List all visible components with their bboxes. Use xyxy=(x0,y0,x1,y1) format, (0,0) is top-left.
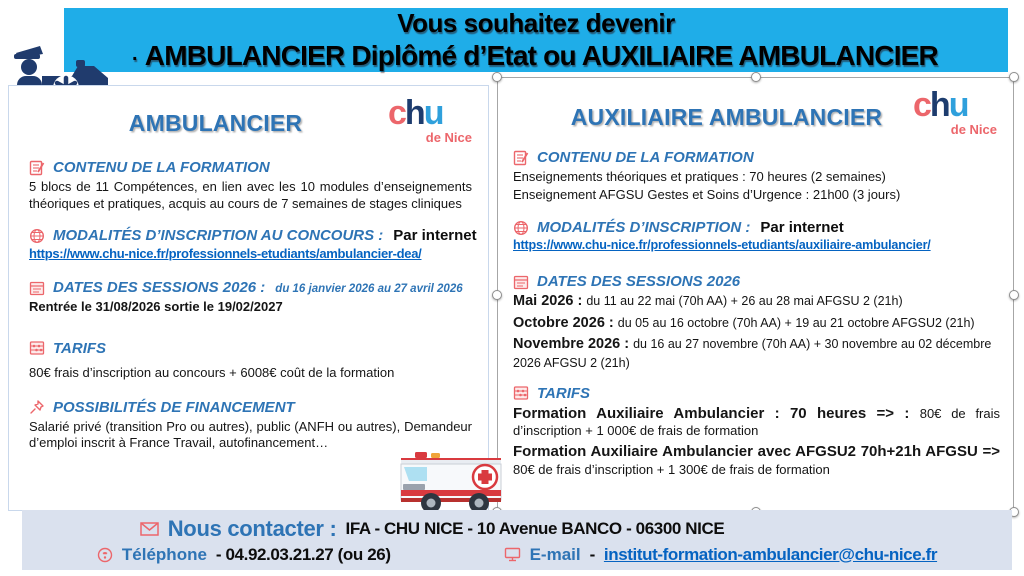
selection-handle-middle-left[interactable] xyxy=(492,290,502,300)
ambulance-clipart xyxy=(393,450,509,514)
envelope-icon xyxy=(140,522,159,536)
panel-ambulancier xyxy=(8,85,489,511)
right-dates-heading: DATES DES SESSIONS 2026 xyxy=(513,273,1000,290)
header-title-line1: Vous souhaitez devenir xyxy=(397,8,675,38)
selection-handle-top-middle[interactable] xyxy=(751,72,761,82)
right-content-line2: Enseignement AFGSU Gestes et Soins d’Urgence : 21h00 (3 jours) xyxy=(513,186,901,202)
selection-handle-top-right[interactable] xyxy=(1009,72,1019,82)
computer-icon xyxy=(504,547,521,562)
tarif-formation-70h: Formation Auxiliaire Ambulancier : 70 heures => : 80€ de frais d’inscription + 1 000€ de frais de formation xyxy=(513,404,1000,439)
left-panel-title: AMBULANCIER xyxy=(128,110,303,136)
footer-contact-label: Nous contacter : xyxy=(167,515,337,541)
footer-line2 xyxy=(22,545,1012,565)
header-title-line2 xyxy=(134,38,938,72)
left-dates-body: Rentrée le 31/08/2026 sortie le 19/02/2027 xyxy=(29,299,283,315)
pushpin-icon xyxy=(29,399,45,415)
left-tarifs-body: 80€ frais d’inscription au concours + 6008€ coût de la formation xyxy=(29,364,395,380)
chu-de-nice-logo: chu de Nice xyxy=(913,86,997,137)
footer-phone-label: Téléphone xyxy=(121,544,207,564)
abacus-icon xyxy=(29,340,45,356)
right-content-heading: CONTENU DE LA FORMATION xyxy=(513,149,1000,166)
note-icon xyxy=(29,160,45,176)
left-dates-heading: DATES DES SESSIONS 2026 : du 16 janvier 2026 au 27 avril 2026 xyxy=(29,279,472,296)
selection-handle-middle-right[interactable] xyxy=(1009,290,1019,300)
left-content-heading: CONTENU DE LA FORMATION xyxy=(29,159,472,176)
right-tarifs-heading: TARIFS xyxy=(513,385,1000,402)
phone-icon xyxy=(97,547,113,563)
date-session-octobre: Octobre 2026 : du 05 au 16 octobre (70h AA) + 19 au 21 octobre AFGSU2 (21h) xyxy=(513,314,975,331)
footer-email-link[interactable]: institut-formation-ambulancier@chu-nice.fr xyxy=(603,544,938,564)
footer-email-label: E-mail xyxy=(529,544,581,564)
left-inscription-link[interactable]: https://www.chu-nice.fr/professionnels-etudiants/ambulancier-dea/ xyxy=(29,246,422,262)
right-inscription-heading: MODALITÉS D’INSCRIPTION : Par internet xyxy=(513,219,1000,236)
footer-contact-bar xyxy=(22,510,1012,570)
left-financement-body: Salarié privé (transition Pro ou autres), public (ANFH ou autres), Demandeur d’emploi inscrit à France Travail, autofinancement… xyxy=(29,418,472,451)
tarif-formation-afgsu: Formation Auxiliaire Ambulancier avec AFGSU2 70h+21h AFGSU => 80€ de frais d’inscription + 1 300€ de frais de formation xyxy=(513,443,1000,477)
right-panel-title: AUXILIAIRE AMBULANCIER xyxy=(570,104,883,130)
chu-logo-subtitle: de Nice xyxy=(425,130,472,145)
chu-logo-subtitle: de Nice xyxy=(950,122,997,137)
right-inscription-link[interactable]: https://www.chu-nice.fr/professionnels-etudiants/auxiliaire-ambulancier/ xyxy=(513,238,931,253)
left-financement-heading: POSSIBILITÉS DE FINANCEMENT xyxy=(29,399,472,416)
header-title-line2-text: AMBULANCIER Diplômé d’Etat ou AUXILIAIRE AMBULANCIER xyxy=(144,40,938,71)
calendar-icon xyxy=(29,280,45,296)
header-banner xyxy=(64,8,1008,72)
selection-outline[interactable] xyxy=(497,77,1014,512)
globe-icon xyxy=(29,228,45,244)
date-session-novembre: Novembre 2026 : du 16 au 27 novembre (70h AA) + 30 novembre au 02 décembre 2026 AFGSU 2 (21h) xyxy=(513,336,992,370)
footer-address: IFA - CHU NICE - 10 Avenue BANCO - 06300 NICE xyxy=(345,518,725,538)
chu-de-nice-logo: chu de Nice xyxy=(388,94,472,145)
footer-line1 xyxy=(22,516,1012,542)
selection-handle-top-left[interactable] xyxy=(492,72,502,82)
header-bullet: . xyxy=(132,43,137,65)
footer-email-dash: - xyxy=(589,544,595,564)
left-content-body: 5 blocs de 11 Compétences, en lien avec les 10 modules d’enseignements théoriques et pratiques, acquis au cours de 7 semaines de stages cliniques xyxy=(29,179,472,211)
footer-phone-value: - 04.92.03.21.27 (ou 26) xyxy=(215,544,391,564)
left-inscription-heading: MODALITÉS D’INSCRIPTION AU CONCOURS : Par internet xyxy=(29,227,472,244)
left-tarifs-heading: TARIFS xyxy=(29,340,472,357)
right-content-line1: Enseignements théoriques et pratiques : 70 heures (2 semaines) xyxy=(513,169,886,184)
date-session-mai: Mai 2026 : du 11 au 22 mai (70h AA) + 26 au 28 mai AFGSU 2 (21h) xyxy=(513,293,903,310)
